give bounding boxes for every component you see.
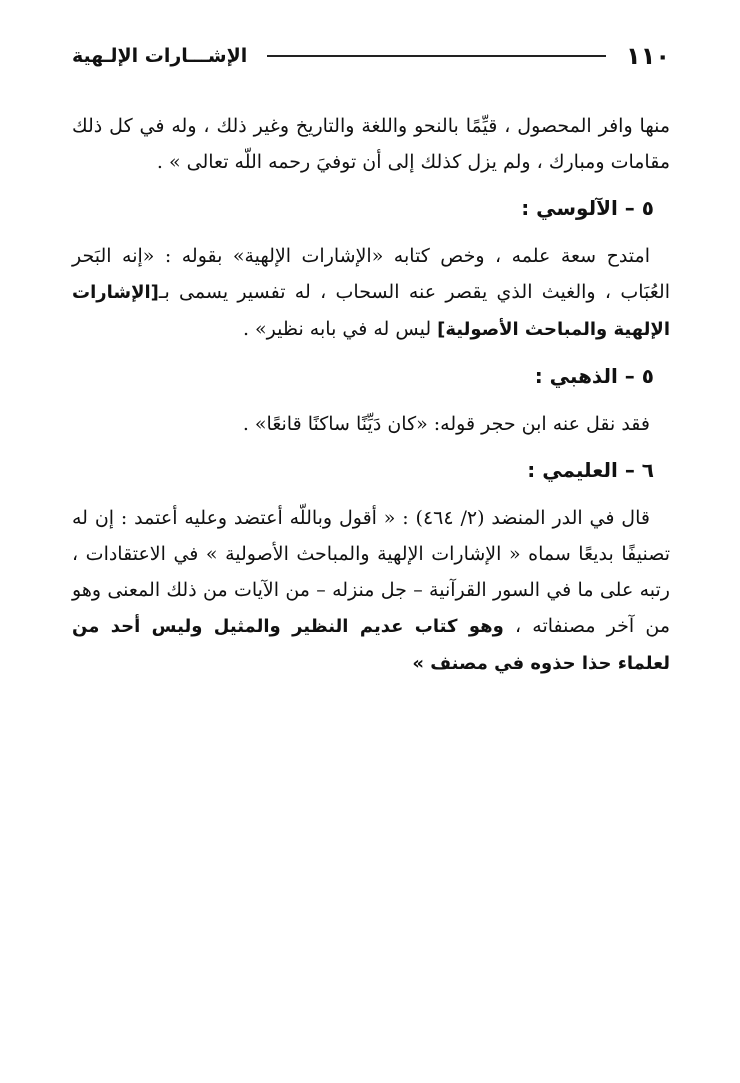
section-heading-dhahabi: ٥ – الذهبي : [534, 364, 654, 388]
alusi-book-title: [الإشارات الإلهية والمباحث الأصولية] [72, 282, 670, 340]
page-header [72, 38, 670, 74]
running-title: الإشـــارات الإلـهية [72, 45, 248, 67]
dhahabi-paragraph: فقد نقل عنه ابن حجر قوله: «كان دَيِّنًا ساكنًا قانعًا» . [242, 413, 650, 435]
page-number: ١١٠ [626, 42, 670, 70]
alusi-paragraph [72, 238, 670, 348]
header-divider [267, 55, 606, 57]
alusi-text-part1: امتدح سعة علمه ، وخص كتابه «الإشارات الإلهية» بقوله : «إنه البَحر العُبَاب ، والغيث الذي يقصر عنه السحاب ، له تفسير يسمى بـ [72, 245, 670, 303]
alusi-text-part2: ليس له في بابه نظير» . [242, 318, 438, 340]
intro-paragraph: منها وافر المحصول ، قيِّمًا بالنحو واللغة والتاريخ وغير ذلك ، وله في كل ذلك مقامات ومبارك ، ولم يزل كذلك إلى أن توفيَ رحمه اللّه تعالى » . [72, 115, 670, 173]
section-heading-alusi: ٥ – الآلوسي : [521, 196, 654, 220]
page-body [72, 108, 670, 682]
ulaymi-paragraph [72, 500, 670, 682]
ulaymi-text-bold: وهو كتاب عديم النظير والمثيل وليس أحد من لعلماء حذا حذوه في مصنف » [72, 616, 670, 674]
ulaymi-text-part1: قال في الدر المنضد (٢/ ٤٦٤) : « أقول وباللّه أعتضد وعليه أعتمد : إن له تصنيفًا بديعًا سماه « الإشارات الإلهية والمباحث الأصولية » في الاعتقادات ، رتبه على ما في السور القرآنية – جل منزله – من الآيات من ذلك المعنى وهو من آخر مصنفاته ، [72, 507, 670, 637]
section-heading-ulaymi: ٦ – العليمي : [527, 458, 654, 482]
